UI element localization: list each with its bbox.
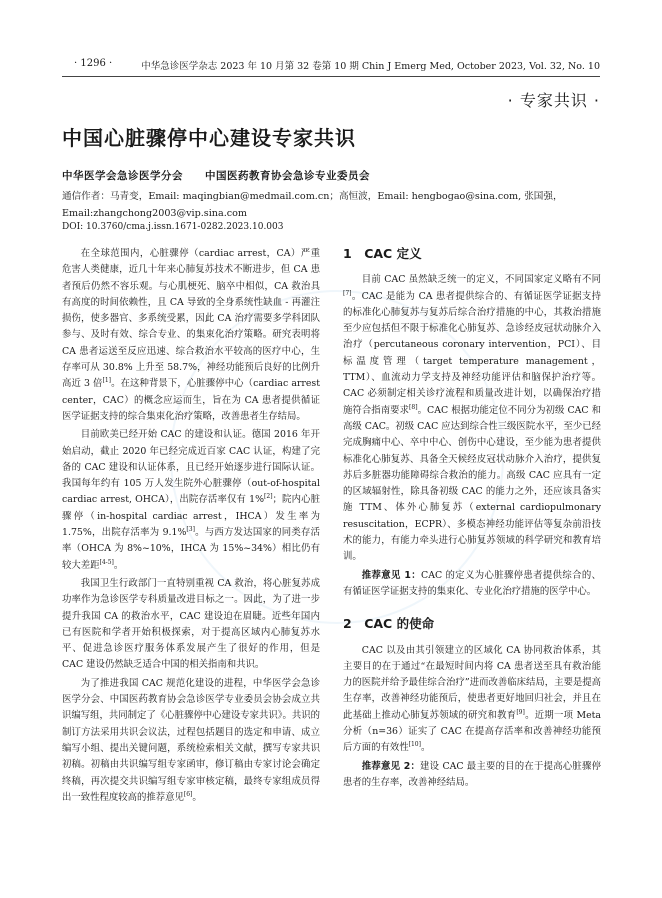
- article-title: 中国心脏骤停中心建设专家共识: [62, 126, 356, 150]
- intro-paragraph-3: 我国卫生行政部门一直特别重视 CA 救治，将心脏复苏成功率作为急诊医学专科质量改进目标之一。因此，为了进一步提升我国 CA 的救治水平，CAC 建设迫在眉睫。近些年国内已有医院和学者开始积极探索，对于提高区域内心肺复苏水平、促进急诊医疗服务体系发展产生了很好的作用，但是 CAC 建设仍然缺乏适合中国的相关指南和共识。: [62, 577, 320, 671]
- section-2-paragraph: [343, 643, 601, 757]
- citation: [3]: [186, 525, 195, 533]
- section-heading-2: 2 CAC 的使命: [343, 616, 435, 632]
- recommendation-label: 推荐意见 2：: [361, 760, 421, 772]
- right-column: [343, 246, 601, 791]
- text: 。在这种背景下，心脏骤停中心（cardiac arrest center，CAC）的概念应运而生，旨在为 CA 患者提供循证医学证据支持的综合集束化治疗策略，改善患者生存结局。: [62, 378, 320, 422]
- column-tag: · 专家共识 ·: [507, 91, 600, 110]
- text: ；院内心脏骤停（in-hospital cardiac arrest，IHCA）发生率为 1.75%，出院存活率为 9.1%: [62, 494, 320, 539]
- intro-paragraph-4: [62, 676, 320, 806]
- text: 。: [113, 559, 124, 571]
- text: CAC 的定义为心脏骤停患者提供综合的、有循证医学证据支持的集束化、专业化治疗措施的医学中心。: [343, 569, 601, 597]
- text: 为了推进我国 CAC 规范化建设的进程，中华医学会急诊医学分会、中国医药教育协会急诊医学专业委员会协会成立共识编写组，共同制定了《心脏骤停中心建设专家共识》。共识的制订方法采用共识会议法，过程包括题目的选定和申请、成立编写小组、提出关键问题，系统检索相关文献，撰写专家共识初稿。初稿由共识编写组专家函审，修订稿由专家讨论会确定终稿，再次提交共识编写组专家审核定稿，最终专家组成员得出一致性程度较高的推荐意见: [62, 677, 320, 803]
- corresponding-authors: 通信作者：马青变，Email: maqingbian@medmail.com.cn；高恒波，Email: hengbogao@sina.com, 张国强，Email:zhangchong2003@vip.sina.com: [62, 191, 563, 219]
- header-divider: [62, 76, 600, 77]
- text: 目前 CAC 虽然缺乏统一的定义，不同国家定义略有不同: [361, 274, 601, 286]
- text: 。CAC 是能为 CA 患者提供综合的、有循证医学证据支持的标准化心肺复苏与复苏后综合治疗措施的中心，其救治措施至少应包括但不限于标准化心肺复苏、急诊经皮冠状动脉介入治疗（percutaneous coronary intervention，PCI）、目标温度管理（target temperature management，TTM）、血流动力学支持及神经功能评估和脑保护治疗等。CAC 必须制定相关诊疗流程和质量改进计划，以确保治疗措施符合指南要求: [343, 290, 601, 416]
- recommendation-2: [343, 759, 601, 792]
- recommendation-1: [343, 568, 601, 601]
- intro-paragraph-1: [62, 246, 320, 425]
- text: 。近期一项 Meta 分析（n=36）证实了 CAC 在提高存活率和改善神经功能预后方面的有效性: [343, 709, 601, 754]
- citation: [1]: [102, 377, 112, 385]
- intro-paragraph-2: [62, 427, 320, 574]
- citation: [4-5]: [99, 558, 114, 566]
- text: 。: [192, 791, 202, 803]
- doi: DOI: 10.3760/cma.j.issn.1671-0282.2023.10.003: [62, 222, 284, 232]
- citation: [7]: [343, 289, 352, 297]
- left-column: [62, 246, 320, 806]
- citation: [9]: [516, 708, 525, 716]
- citation: [6]: [183, 790, 193, 798]
- text: 在全球范围内，心脏骤停（cardiac arrest，CA）严重危害人类健康，近几十年来心肺复苏技术不断进步，但 CA 患者预后仍然不容乐观。与心肌梗死、脑卒中相似，CA 救治具有高度的时间依赖性，且 CA 导致的全身系统性缺血 - 再灌注损伤，使多器官、多系统受累，因此 CA 治疗需要多学科团队参与、及时有效、综合专业、的集束化治疗策略。研究表明将 CA 患者运送至反应迅速、综合救治水平较高的医疗中心，生存率可从 30.8% 上升至 58.7%，神经功能预后良好的比例升高近 3 倍: [62, 248, 320, 390]
- text: 。CAC 根据功能定位不同分为初级 CAC 和高级 CAC。初级 CAC 应达到综合性三级医院水平，至少已经完成胸痛中心、卒中中心、创伤中心建设，至少能为患者提供标准化心肺复苏、具备全天候经皮冠状动脉介入治疗，提供复苏后多脏器功能障碍综合救治的能力。高级 CAC 应具有一定的区域辐射性，除具备初级 CAC 的能力之外，还应该具备实施 TTM、体外心肺复苏（external cardiopulmonary resuscitation，ECPR）、多模态神经功能评估等复杂前沿技术的能力，有能力牵头进行心肺复苏领域的科学研究和教育培训。: [343, 404, 601, 563]
- citation: [8]: [409, 403, 418, 411]
- text: 建设 CAC 最主要的目的在于提高心脏骤停患者的生存率，改善神经结局。: [343, 760, 601, 788]
- page-number: · 1296 ·: [74, 58, 113, 69]
- text: 。: [420, 742, 431, 754]
- text: CAC 以及由其引领建立的区域化 CA 协同救治体系，其主要目的在于通过“在最短时间内将 CA 患者送至具有救治能力的医院并给予最佳综合治疗”进而改善临床结局，主要是提高生存率，改善神经功能预后，使患者更好地回归社会，并且在此基础上推动心肺复苏领域的研究和教育: [343, 644, 601, 721]
- citation: [2]: [264, 493, 273, 501]
- recommendation-label: 推荐意见 1：: [361, 569, 422, 581]
- journal-header: 中华急诊医学杂志 2023 年 10 月第 32 卷第 10 期 Chin J Emerg Med, October 2023, Vol. 32, No. 10: [141, 61, 600, 72]
- section-1-paragraph: [343, 272, 601, 565]
- section-heading-1: 1 CAC 定义: [343, 246, 422, 261]
- authors: 中华医学会急诊医学分会 中国医药教育协会急诊专业委员会: [62, 170, 370, 182]
- citation: [10]: [408, 741, 421, 749]
- text: 目前欧美已经开始 CAC 的建设和认证。德国 2016 年开始启动，截止 2020 年已经完成近百家 CAC 认证，构建了完备的 CAC 建设和认证体系，且已经开始逐步进行国际认证。我国每年约有 105 万人发生院外心脏骤停（out-of-hospital cardiac arrest, OHCA），出院存活率仅有 1%: [62, 429, 320, 506]
- text: 。与西方发达国家的同类存活率（OHCA 为 8%~10%，IHCA 为 15%~34%）相比仍有较大差距: [62, 527, 320, 571]
